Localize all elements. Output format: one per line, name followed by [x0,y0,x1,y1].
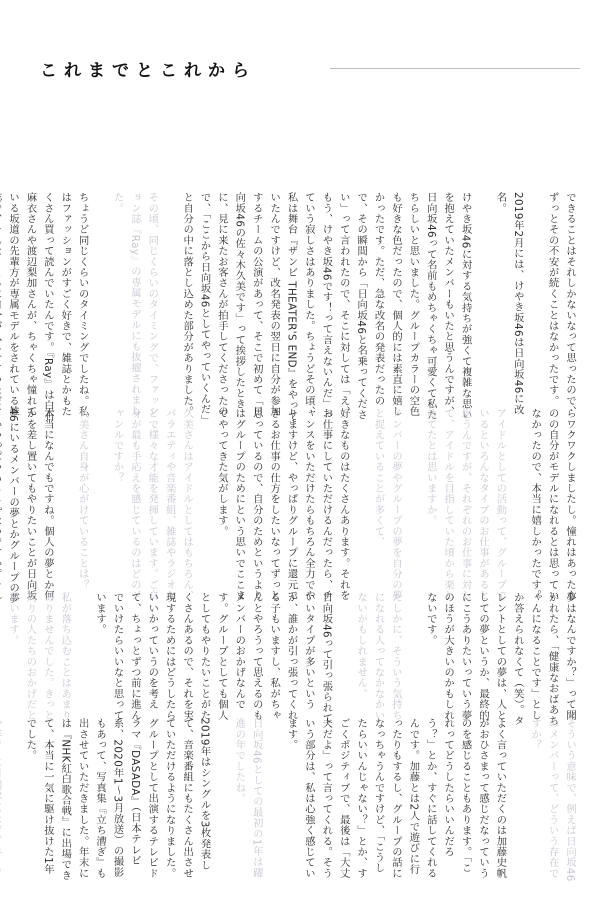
interview-question: たしかに、そういう気持ちになれる人ってなかなかいないかもしれません。 [355,592,402,721]
interview-answer: らワクワクしましたし。憧れはあったものの自分がモデルになれるとは思っていなかったので、本当に嬉しかったです。 [529,408,576,601]
text-band-2 [7,408,578,604]
text-flow [0,192,578,422]
page-title: これまでとこれから [40,60,256,81]
interview-question: そういう意味で、例えば日向坂46のメンバーって、どういう存在ですか？ [529,718,576,882]
interview-question: その頃、同じくらいのタイミングで、ファッション誌『Ray』の専属モデルにも抜擢されました。 [111,192,159,417]
text-band-4 [22,718,578,883]
interview-answer: 2019年2月には、けやき坂46は日向坂46に改名。 [494,192,524,416]
interview-question [0,718,4,883]
interview-answer: 夢はなんですか？」って聞かれたら、「健康なおばあちゃんになることです」としか答えられなくて（笑）。タレントとしての夢は、人としての夢というか、最終的にこうありたいっていう夢のほうが大きいのかもしれないです。 [424,592,576,726]
title-rule [330,68,580,69]
interview-question: 久美さんはアイドルとしてはもちろん、バラエティや音楽番組、雑誌やラジオなどで様々な才能を発揮しています。ご自身が最も手応えを感じているのはどのジャンルですか？ [111,408,194,601]
text-flow [0,408,578,604]
interview-answer: できることはそれしかないなって思ったので、ずっとその不安が続くことはなかったです。 [546,192,576,417]
interview-answer: 2019年はシングルを3枚発表して、音楽番組にもたくさん出させていただけるようになりました。グループとして出演するテレビドラマ『DASADA』（日本テレビ系、2020年1〜3月放送）の撮影もあって、写真集『立ち漕ぎ』も出させていただきました。年末には『NHK紅白歌合戦』に出場できて、本当に一気に駆け抜けた1年でした。 [24,718,211,881]
interview-answer: ちょうど同じくらいのタイミングでしたね。私はファッションがすごく好きで、雑誌とかもたくさん買って読んでいたんです。『Ray』は白石麻衣さんや渡辺梨加さんが、ちゃくちゃ憧れている坂道の先輩方が専属モデルをされている雑 [7,192,89,422]
interview-question: 日向坂46としての最初の1年は躍進の年でしたね。 [233,718,263,878]
interview-answer: 好きなものはたくさんあります。それをお仕事にしていただけるんだったら、チャンスをいただけたらもちろん全力でやりますけど、やっぱりグループに還元できるお仕事の仕方をしたいなってずっと思っているので、自分のためというよりはグループのためにという思いでここまでやってきた気がします。 [215,408,350,601]
page-header [40,48,580,88]
text-band-1 [7,192,578,422]
interview-answer: よく言っていただくのは加藤史帆がおひさまって感じだなっていうのを感じることもあります。「これってどうしたらいいんだろう？」とか、すぐに話してくれるんです。加藤とは2人で遊びに行ったりもするし、グループの話になっちゃうんですけど、「こうしたらいいんじゃない？」とか、すごくポジティブで、最後は「大丈夫だよ」って言ってくれる。そういう部分は、私は心強く感じています。 [285,718,507,879]
interview-answer: 日向坂46って引っ張られていいタイプが多いというか、誰かが引っ張ってくれる子もいますし、私がちゃんとやろうって思えるのもメンバーのおかげなんです。グループとしても個人としてもやりたいことがたくさんあるので、それを実現するためにはどうしたらいいかっていうのを考えて、ちょっとずつ前に進んでいけたらいいなと思っています。 [94,592,333,724]
text-flow [0,718,578,883]
interview-question: 私が落ち込むことはあまりありませんでした。きっと周りの人たちのおかげだと思います。 [7,592,72,721]
interview-answer: 本当になんでもですね。個人の夢とか何かを差し置いてもやりたいことが日向坂46にいるメンバーの夢とかグループの夢 [7,408,54,604]
interview-question: 久美さん自身が心がけていることは？ [76,408,89,590]
interview-answer: けやき坂46に対する気持ちが強くて複雑な思いを抱えていたメンバーもいたと思うんですが、日向坂46って名前もめちゃくちゃ可愛くて私たちらしいと思いました。グループカラーの空色も好きな色だったので、個人的には素直に嬉しかったです。ただ、急な改名の発表だったので、その瞬間から「日向坂46と名乗ってください」って言われたので、そこに対しては「え、もう、けやき坂46です！って言えないんだ」っていう寂しさはありました。ちょうどその頃、私は舞台『ザンビ THEATER'S END』をやっていたんですけど、改名発表の翌日に自分が参加するチームの公演があって、そこで初めて「日向坂46の佐々木久美です」って挨拶したときに、見に来たお客さんが拍手してくださったので、「ここから日向坂46としてやっていくんだ」と自分の中に落とし込めた部分がありました。 [181,192,472,422]
text-band-3 [7,592,578,728]
interview-question: メンバーの夢やグループの夢を自分の夢と捉えていることが多くて、 [372,408,402,601]
interview-question: アイドルとしての活動って、グループでいるといろんなタイプのお仕事があると思うんですが、それぞれのお仕事に対して、アイドルを目指していた頃から楽しめてたとは思いますか。 [424,408,507,601]
text-flow [0,592,578,728]
